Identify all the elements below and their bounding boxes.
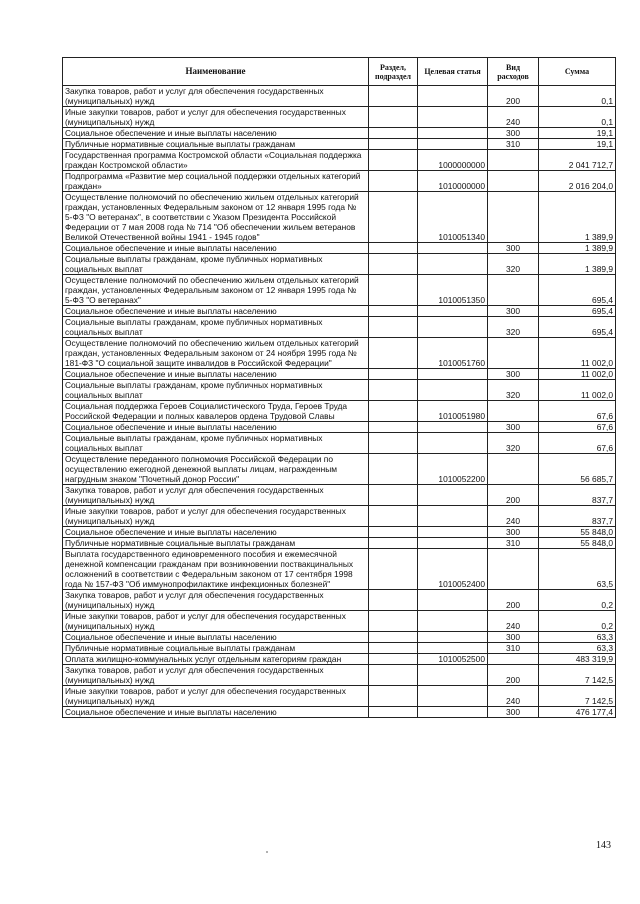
row-name-cell: Выплата государственного единовременного пособия и ежемесячной денежной компенсации гражданам при возникновении поствакцинальных осложнений в соответствии с Федеральным законом от 17 сентября 1998 года № 157-ФЗ "Об иммунопрофилактике инфекционных болезней" — [63, 549, 369, 590]
row-section-cell — [369, 380, 418, 401]
table-row — [63, 380, 616, 401]
table-row — [63, 707, 616, 718]
row-sum-cell: 55 848,0 — [539, 527, 616, 538]
row-section-cell — [369, 139, 418, 150]
row-sum-cell: 63,3 — [539, 632, 616, 643]
row-target-cell — [418, 243, 488, 254]
header-target: Целевая статья — [418, 58, 488, 86]
row-sum-cell: 2 041 712,7 — [539, 150, 616, 171]
table-row — [63, 433, 616, 454]
row-type-cell: 320 — [488, 380, 539, 401]
table-row — [63, 86, 616, 107]
row-type-cell: 200 — [488, 590, 539, 611]
row-section-cell — [369, 107, 418, 128]
table-row — [63, 243, 616, 254]
row-sum-cell: 19,1 — [539, 128, 616, 139]
row-section-cell — [369, 538, 418, 549]
row-target-cell: 1010052500 — [418, 654, 488, 665]
table-row — [63, 171, 616, 192]
row-sum-cell: 7 142,5 — [539, 686, 616, 707]
row-section-cell — [369, 317, 418, 338]
row-section-cell — [369, 128, 418, 139]
table-row — [63, 150, 616, 171]
page-number: 143 — [596, 840, 611, 851]
row-sum-cell: 11 002,0 — [539, 338, 616, 369]
table-row — [63, 275, 616, 306]
table-row — [63, 549, 616, 590]
row-name-cell: Иные закупки товаров, работ и услуг для обеспечения государственных (муниципальных) нужд — [63, 107, 369, 128]
table-row — [63, 192, 616, 243]
row-name-cell: Осуществление полномочий по обеспечению жильем отдельных категорий граждан, установленных Федеральным законом от 12 января 1995 года № 5-ФЗ "О ветеранах" — [63, 275, 369, 306]
row-section-cell — [369, 506, 418, 527]
row-name-cell: Закупка товаров, работ и услуг для обеспечения государственных (муниципальных) нужд — [63, 86, 369, 107]
budget-table — [62, 57, 616, 718]
row-type-cell: 300 — [488, 128, 539, 139]
row-sum-cell: 11 002,0 — [539, 380, 616, 401]
row-sum-cell: 0,1 — [539, 107, 616, 128]
table-row — [63, 527, 616, 538]
table-row — [63, 306, 616, 317]
row-type-cell: 240 — [488, 611, 539, 632]
row-type-cell — [488, 401, 539, 422]
table-row — [63, 643, 616, 654]
row-sum-cell: 55 848,0 — [539, 538, 616, 549]
row-section-cell — [369, 643, 418, 654]
row-sum-cell: 695,4 — [539, 306, 616, 317]
row-type-cell: 240 — [488, 686, 539, 707]
row-name-cell: Иные закупки товаров, работ и услуг для обеспечения государственных (муниципальных) нужд — [63, 611, 369, 632]
table-row — [63, 485, 616, 506]
row-name-cell: Социальные выплаты гражданам, кроме публичных нормативных социальных выплат — [63, 380, 369, 401]
row-sum-cell: 476 177,4 — [539, 707, 616, 718]
table-row — [63, 506, 616, 527]
row-sum-cell: 0,1 — [539, 86, 616, 107]
table-row — [63, 422, 616, 433]
row-target-cell — [418, 86, 488, 107]
row-name-cell: Закупка товаров, работ и услуг для обеспечения государственных (муниципальных) нужд — [63, 665, 369, 686]
row-sum-cell: 837,7 — [539, 485, 616, 506]
table-row — [63, 538, 616, 549]
row-type-cell: 300 — [488, 243, 539, 254]
row-section-cell — [369, 454, 418, 485]
row-sum-cell: 2 016 204,0 — [539, 171, 616, 192]
row-target-cell — [418, 611, 488, 632]
row-type-cell — [488, 454, 539, 485]
header-section: Раздел, подраздел — [369, 58, 418, 86]
row-sum-cell: 7 142,5 — [539, 665, 616, 686]
row-type-cell: 300 — [488, 306, 539, 317]
row-target-cell — [418, 643, 488, 654]
row-target-cell: 1010000000 — [418, 171, 488, 192]
row-section-cell — [369, 401, 418, 422]
row-section-cell — [369, 338, 418, 369]
row-name-cell: Публичные нормативные социальные выплаты гражданам — [63, 538, 369, 549]
row-type-cell: 300 — [488, 632, 539, 643]
table-row — [63, 317, 616, 338]
row-target-cell: 1010051980 — [418, 401, 488, 422]
table-row — [63, 128, 616, 139]
row-sum-cell: 695,4 — [539, 317, 616, 338]
row-sum-cell: 11 002,0 — [539, 369, 616, 380]
row-type-cell: 320 — [488, 254, 539, 275]
row-section-cell — [369, 192, 418, 243]
row-type-cell — [488, 192, 539, 243]
row-name-cell: Оплата жилищно-коммунальных услуг отдельным категориям граждан — [63, 654, 369, 665]
header-sum: Сумма — [539, 58, 616, 86]
row-type-cell: 300 — [488, 707, 539, 718]
table-body — [63, 86, 616, 718]
row-section-cell — [369, 611, 418, 632]
row-sum-cell: 63,3 — [539, 643, 616, 654]
row-target-cell — [418, 590, 488, 611]
row-type-cell: 240 — [488, 107, 539, 128]
row-sum-cell: 67,6 — [539, 433, 616, 454]
table-row — [63, 454, 616, 485]
row-sum-cell: 56 685,7 — [539, 454, 616, 485]
row-type-cell: 300 — [488, 527, 539, 538]
row-section-cell — [369, 707, 418, 718]
row-sum-cell: 695,4 — [539, 275, 616, 306]
row-name-cell: Публичные нормативные социальные выплаты гражданам — [63, 139, 369, 150]
row-name-cell: Социальное обеспечение и иные выплаты населению — [63, 632, 369, 643]
row-target-cell — [418, 485, 488, 506]
row-type-cell: 200 — [488, 485, 539, 506]
row-section-cell — [369, 243, 418, 254]
row-name-cell: Государственная программа Костромской области «Социальная поддержка граждан Костромской области» — [63, 150, 369, 171]
row-section-cell — [369, 422, 418, 433]
row-name-cell: Закупка товаров, работ и услуг для обеспечения государственных (муниципальных) нужд — [63, 485, 369, 506]
row-target-cell: 1010051760 — [418, 338, 488, 369]
row-type-cell: 320 — [488, 433, 539, 454]
row-target-cell: 1010051350 — [418, 275, 488, 306]
row-target-cell — [418, 317, 488, 338]
row-section-cell — [369, 150, 418, 171]
row-type-cell: 320 — [488, 317, 539, 338]
table-row — [63, 401, 616, 422]
row-name-cell: Социальная поддержка Героев Социалистического Труда, Героев Труда Российской Федерации и полных кавалеров ордена Трудовой Славы — [63, 401, 369, 422]
row-name-cell: Социальное обеспечение и иные выплаты населению — [63, 422, 369, 433]
table-row — [63, 632, 616, 643]
row-sum-cell: 837,7 — [539, 506, 616, 527]
row-section-cell — [369, 590, 418, 611]
row-target-cell — [418, 306, 488, 317]
row-type-cell: 310 — [488, 538, 539, 549]
row-name-cell: Осуществление переданного полномочия Российской Федерации по осуществлению ежегодной денежной выплаты лицам, награжденным нагрудным знаком "Почетный донор России" — [63, 454, 369, 485]
table-header-row — [63, 58, 616, 86]
row-name-cell: Социальные выплаты гражданам, кроме публичных нормативных социальных выплат — [63, 254, 369, 275]
table-row — [63, 338, 616, 369]
row-type-cell — [488, 150, 539, 171]
row-section-cell — [369, 549, 418, 590]
row-name-cell: Подпрограмма «Развитие мер социальной поддержки отдельных категорий граждан» — [63, 171, 369, 192]
table-row — [63, 139, 616, 150]
row-target-cell — [418, 380, 488, 401]
row-sum-cell: 67,6 — [539, 401, 616, 422]
row-section-cell — [369, 171, 418, 192]
row-section-cell — [369, 369, 418, 380]
row-section-cell — [369, 86, 418, 107]
row-name-cell: Иные закупки товаров, работ и услуг для обеспечения государственных (муниципальных) нужд — [63, 686, 369, 707]
row-type-cell — [488, 171, 539, 192]
row-section-cell — [369, 665, 418, 686]
row-target-cell — [418, 632, 488, 643]
row-target-cell — [418, 139, 488, 150]
row-target-cell — [418, 107, 488, 128]
table-row — [63, 686, 616, 707]
table-row — [63, 369, 616, 380]
row-type-cell — [488, 654, 539, 665]
row-sum-cell: 0,2 — [539, 590, 616, 611]
row-sum-cell: 483 319,9 — [539, 654, 616, 665]
row-name-cell: Социальное обеспечение и иные выплаты населению — [63, 306, 369, 317]
row-section-cell — [369, 306, 418, 317]
row-name-cell: Закупка товаров, работ и услуг для обеспечения государственных (муниципальных) нужд — [63, 590, 369, 611]
row-target-cell: 1010052200 — [418, 454, 488, 485]
row-name-cell: Социальное обеспечение и иные выплаты населению — [63, 527, 369, 538]
row-target-cell — [418, 506, 488, 527]
table-row — [63, 654, 616, 665]
row-type-cell: 240 — [488, 506, 539, 527]
row-name-cell: Социальные выплаты гражданам, кроме публичных нормативных социальных выплат — [63, 433, 369, 454]
table-row — [63, 107, 616, 128]
row-type-cell — [488, 275, 539, 306]
row-name-cell: Социальные выплаты гражданам, кроме публичных нормативных социальных выплат — [63, 317, 369, 338]
row-name-cell: Социальное обеспечение и иные выплаты населению — [63, 243, 369, 254]
table-row — [63, 590, 616, 611]
row-sum-cell: 0,2 — [539, 611, 616, 632]
row-section-cell — [369, 275, 418, 306]
row-section-cell — [369, 654, 418, 665]
row-name-cell: Социальное обеспечение и иные выплаты населению — [63, 369, 369, 380]
row-type-cell: 300 — [488, 369, 539, 380]
row-name-cell: Иные закупки товаров, работ и услуг для обеспечения государственных (муниципальных) нужд — [63, 506, 369, 527]
row-target-cell — [418, 128, 488, 139]
row-target-cell — [418, 254, 488, 275]
row-sum-cell: 67,6 — [539, 422, 616, 433]
row-type-cell: 300 — [488, 422, 539, 433]
row-section-cell — [369, 485, 418, 506]
row-target-cell — [418, 686, 488, 707]
scan-speck — [266, 851, 268, 853]
table-row — [63, 611, 616, 632]
row-sum-cell: 63,5 — [539, 549, 616, 590]
row-section-cell — [369, 433, 418, 454]
row-target-cell — [418, 369, 488, 380]
header-type: Вид расходов — [488, 58, 539, 86]
row-target-cell — [418, 433, 488, 454]
row-sum-cell: 1 389,9 — [539, 192, 616, 243]
row-type-cell: 310 — [488, 643, 539, 654]
row-section-cell — [369, 632, 418, 643]
row-section-cell — [369, 527, 418, 538]
row-type-cell: 310 — [488, 139, 539, 150]
table-row — [63, 254, 616, 275]
row-target-cell — [418, 707, 488, 718]
header-name: Наименование — [63, 58, 369, 86]
row-sum-cell: 1 389,9 — [539, 254, 616, 275]
table-row — [63, 665, 616, 686]
row-target-cell — [418, 527, 488, 538]
row-type-cell: 200 — [488, 665, 539, 686]
row-sum-cell: 19,1 — [539, 139, 616, 150]
row-target-cell — [418, 665, 488, 686]
row-target-cell — [418, 422, 488, 433]
row-target-cell: 1010051340 — [418, 192, 488, 243]
row-type-cell: 200 — [488, 86, 539, 107]
row-section-cell — [369, 254, 418, 275]
row-type-cell — [488, 338, 539, 369]
row-target-cell — [418, 538, 488, 549]
row-name-cell: Публичные нормативные социальные выплаты гражданам — [63, 643, 369, 654]
row-name-cell: Осуществление полномочий по обеспечению жильем отдельных категорий граждан, установленных Федеральным законом от 12 января 1995 года № 5-ФЗ "О ветеранах", в соответствии с Указом Президента Российской Федерации от 7 мая 2008 года № 714 "Об обеспечении жильем ветеранов Великой Отечественной войны 1941 - 1945 годов" — [63, 192, 369, 243]
row-target-cell: 1010052400 — [418, 549, 488, 590]
row-section-cell — [369, 686, 418, 707]
row-type-cell — [488, 549, 539, 590]
row-name-cell: Осуществление полномочий по обеспечению жильем отдельных категорий граждан, установленных Федеральным законом от 24 ноября 1995 года № 181-ФЗ "О социальной защите инвалидов в Российской Федерации" — [63, 338, 369, 369]
row-name-cell: Социальное обеспечение и иные выплаты населению — [63, 707, 369, 718]
row-target-cell: 1000000000 — [418, 150, 488, 171]
row-name-cell: Социальное обеспечение и иные выплаты населению — [63, 128, 369, 139]
row-sum-cell: 1 389,9 — [539, 243, 616, 254]
